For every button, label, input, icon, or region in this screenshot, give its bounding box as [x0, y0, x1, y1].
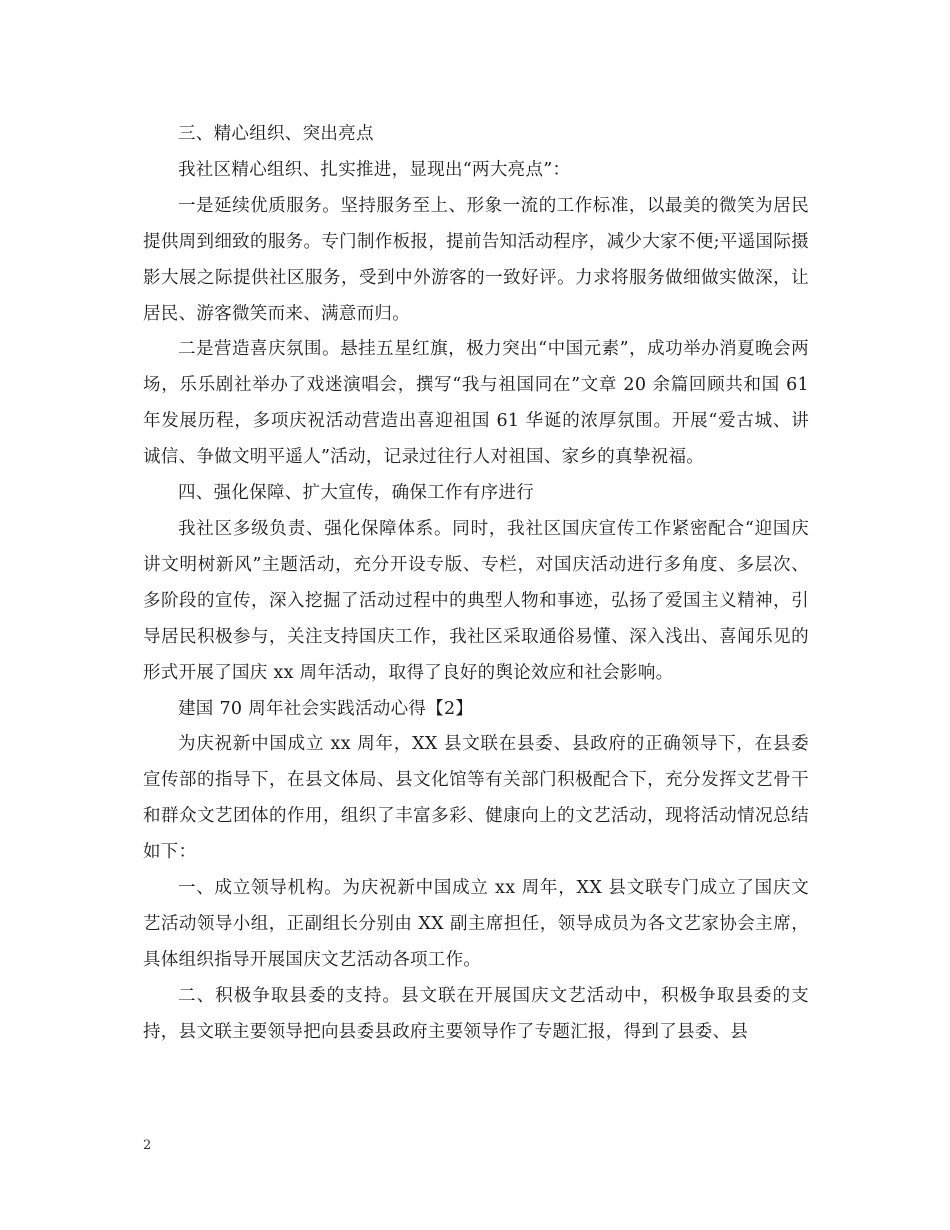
paragraph: 为庆祝新中国成立 xx 周年，XX 县文联在县委、县政府的正确领导下，在县委宣传部的指导下，在县文体局、县文化馆等有关部门积极配合下，充分发挥文艺骨干和群众文艺团体的作用，组织了丰富多彩、健康向上的文艺活动，现将活动情况总结如下： — [143, 734, 809, 863]
paragraph: 我社区多级负责、强化保障体系。同时，我社区国庆宣传工作紧密配合“迎国庆讲文明树新风”主题活动，充分开设专版、专栏，对国庆活动进行多角度、多层次、多阶段的宣传，深入挖掘了活动过程中的典型人物和事迹，弘扬了爱国主义精神，引导居民积极参与，关注支持国庆工作，我社区采取通俗易懂、深入浅出、喜闻乐见的形式开展了国庆 xx 周年活动，取得了良好的舆论效应和社会影响。 — [143, 518, 809, 683]
paragraph: 二、积极争取县委的支持。县文联在开展国庆文艺活动中，积极争取县委的支持，县文联主要领导把向县委县政府主要领导作了专题汇报，得到了县委、县 — [143, 985, 809, 1042]
section-heading-3: 三、精心组织、突出亮点 — [178, 124, 374, 144]
article-title: 建国 70 周年社会实践活动心得【2】 — [178, 698, 474, 719]
document-body — [143, 117, 809, 1051]
paragraph: 一是延续优质服务。坚持服务至上、形象一流的工作标准，以最美的微笑为居民提供周到细致的服务。专门制作板报，提前告知活动程序，减少大家不便;平遥国际摄影大展之际提供社区服务，受到中外游客的一致好评。力求将服务做细做实做深，让居民、游客微笑而来、满意而归。 — [143, 195, 809, 324]
paragraph: 一、成立领导机构。为庆祝新中国成立 xx 周年，XX 县文联专门成立了国庆文艺活动领导小组，正副组长分别由 XX 副主席担任，领导成员为各文艺家协会主席，具体组织指导开展国庆文艺活动各项工作。 — [143, 878, 809, 970]
paragraph: 我社区精心组织、扎实推进，显现出“两大亮点”： — [178, 159, 571, 180]
paragraph: 二是营造喜庆氛围。悬挂五星红旗，极力突出“中国元素”，成功举办消夏晚会两场，乐乐剧社举办了戏迷演唱会，撰写“我与祖国同在”文章 20 余篇回顾共和国 61 年发展历程，多项庆祝活动营造出喜迎祖国 61 华诞的浓厚氛围。开展“爱古城、讲诚信、争做文明平遥人”活动，记录过往行人对祖国、家乡的真挚祝福。 — [143, 339, 809, 468]
page-number: 2 — [143, 1138, 152, 1153]
section-heading-4: 四、强化保障、扩大宣传，确保工作有序进行 — [178, 483, 534, 504]
